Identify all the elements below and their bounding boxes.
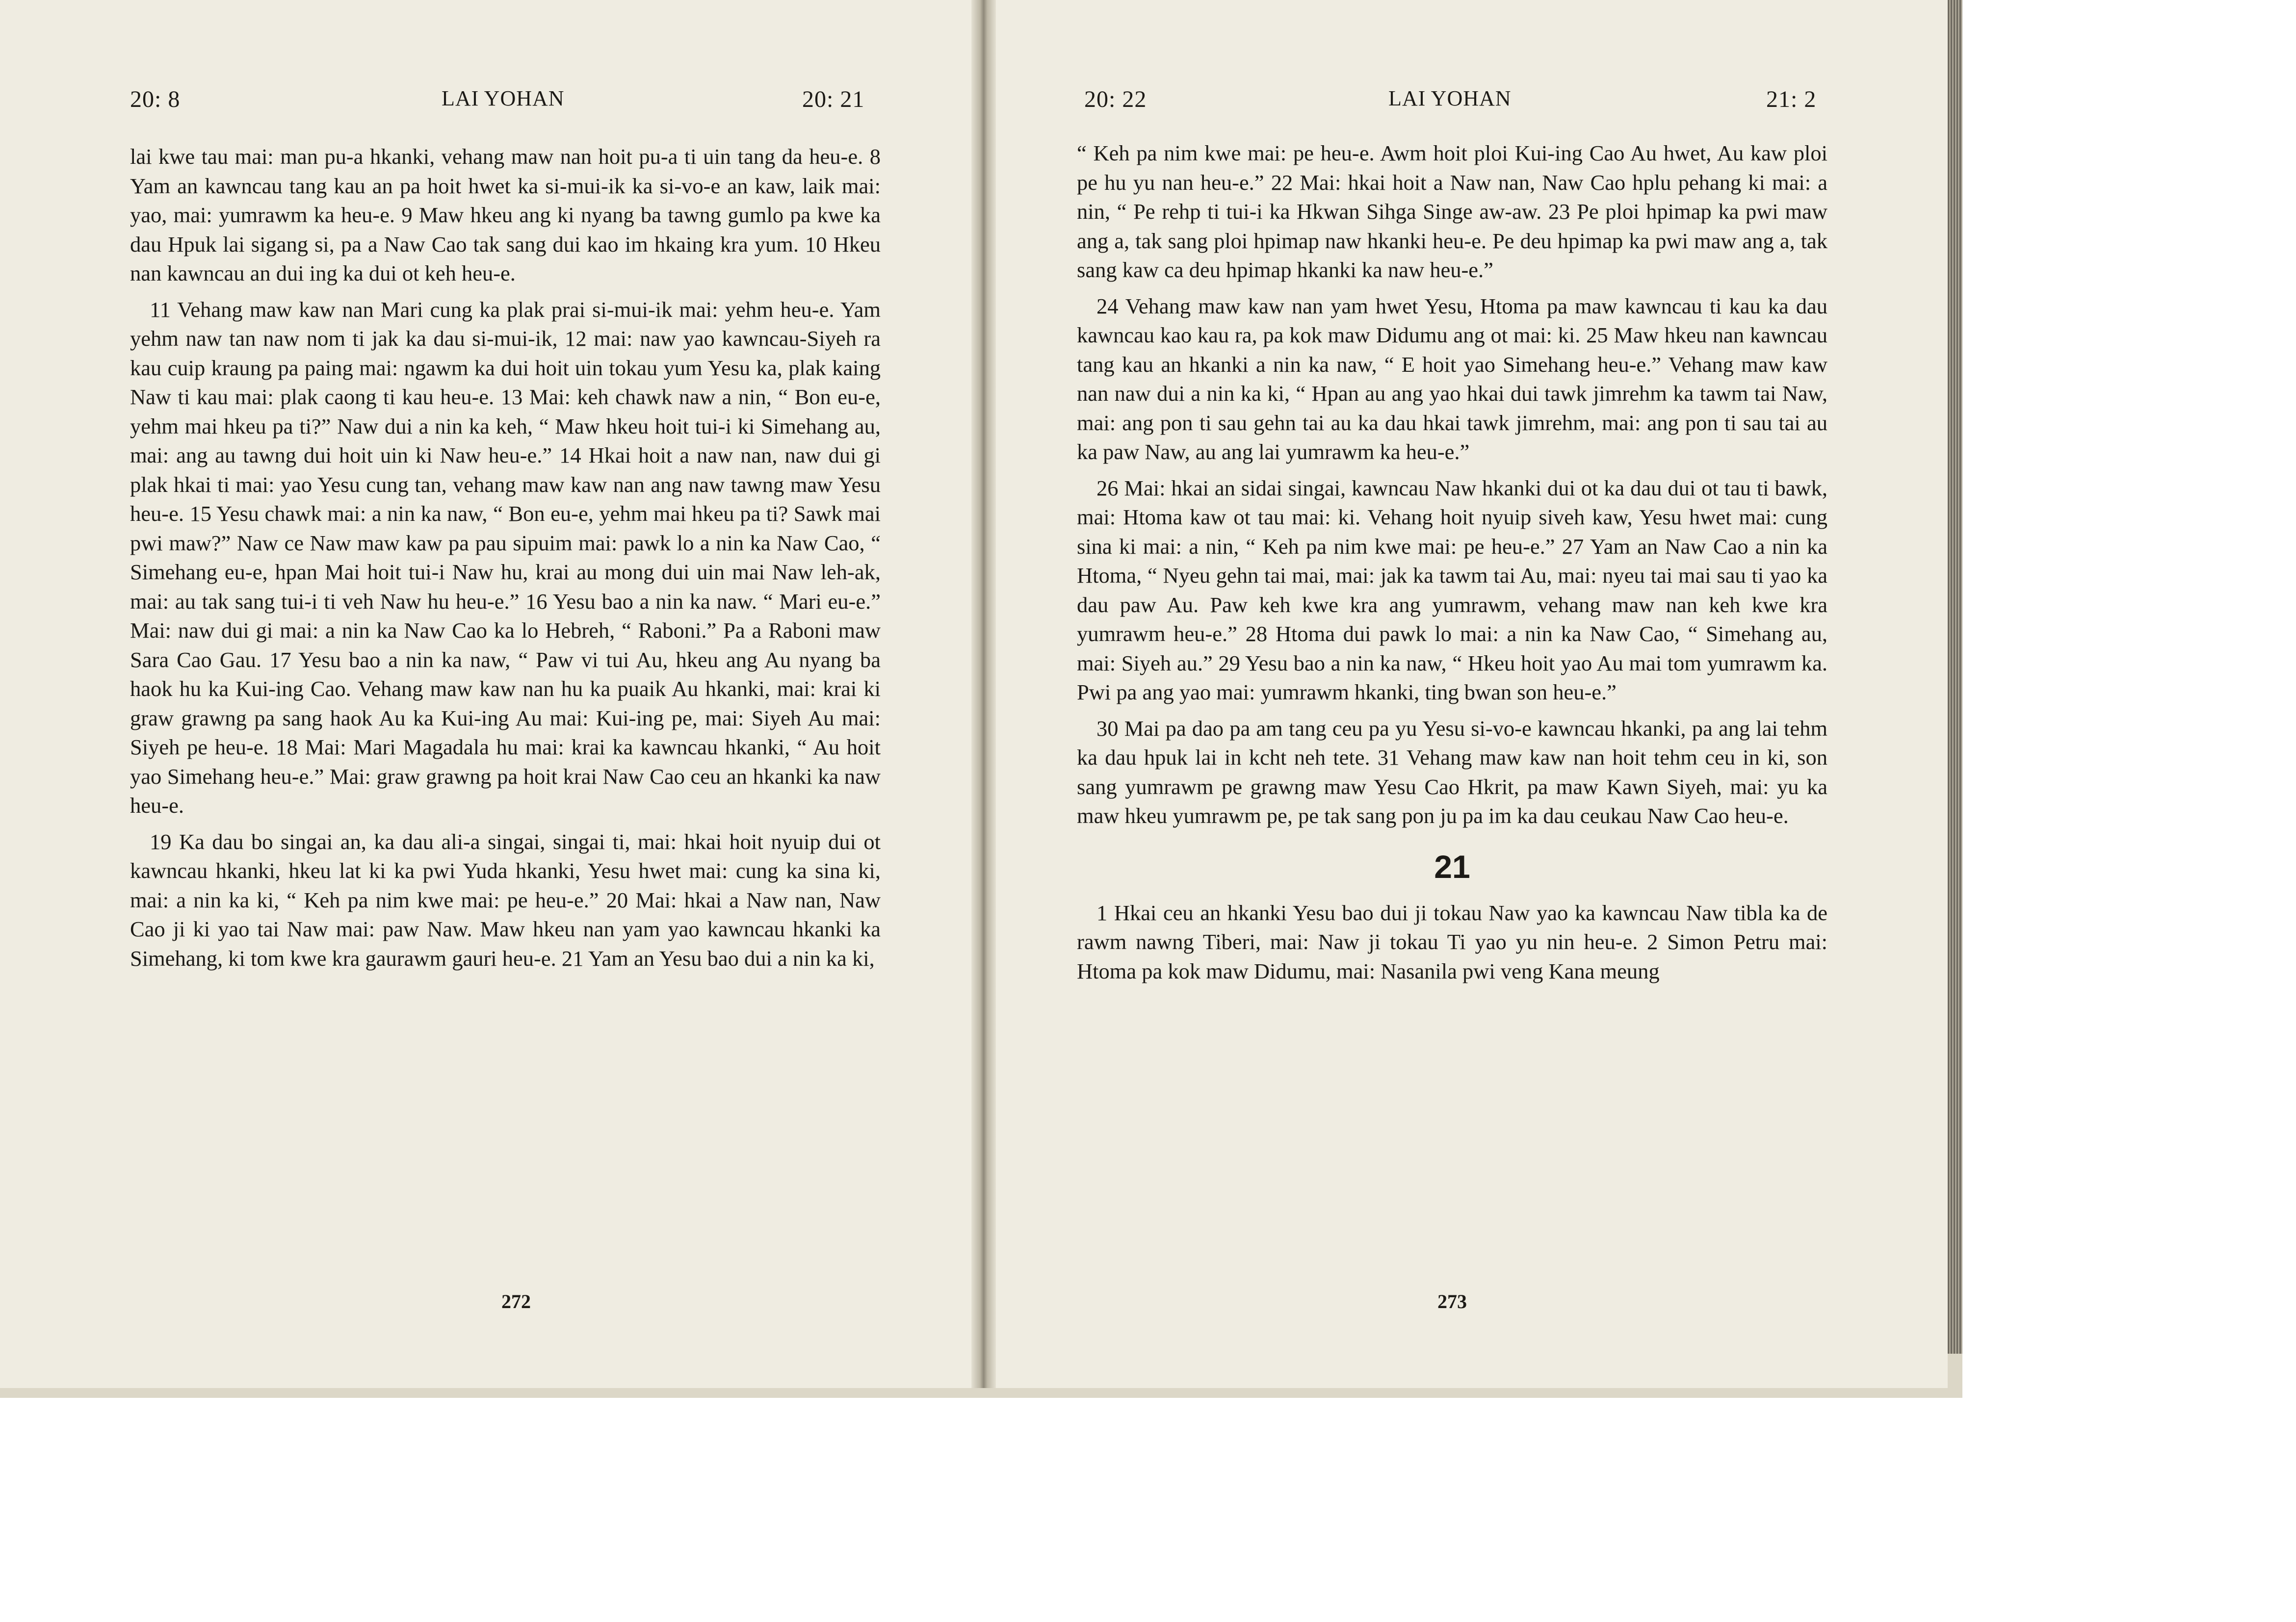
paragraph: 30 Mai pa dao pa am tang ceu pa yu Yesu si-vo-e kawncau hkanki, pa ang lai tehm ka dau hpuk lai in kcht neh tete. 31 Vehang maw kaw nan hoit tehm ceu in ki, son sang yumrawm pe grawng maw Yesu Cao Hkrit, pa maw Kawn Siyeh, mai: yu ka maw hkeu yumrawm pe, pe tak sang pon ju pa im ka dau ceukau Naw Cao heu-e. <box>1077 716 1827 828</box>
left-page-verse-range-end: 20: 21 <box>802 86 865 112</box>
left-page-verse-range-start: 20: 8 <box>130 86 181 112</box>
paragraph: 24 Vehang maw kaw nan yam hwet Yesu, Htoma pa maw kawncau ti kau ka dau kawncau kao kau ra, pa kok maw Didumu ang ot mai: ki. 25 Maw hkeu nan kawncau tang kau an hkanki a nin ka naw, “ E hoit yao Simehang heu-e.” Vehang maw kaw nan naw dui a nin ka ki, “ Hpan au ang yao hkai dui tawk jimrehm ka tawm tai Naw, mai: ang pon ti sau gehn tai au ka dau hkai tawk jimrehm, mai: ang pon ti sau tai au ka paw Naw, au ang lai yumrawm ka heu-e.” <box>1077 293 1827 464</box>
book-gutter <box>971 0 996 1388</box>
paragraph: 26 Mai: hkai an sidai singai, kawncau Naw hkanki dui ot ka dau dui ot tau ti bawk, mai: Htoma kaw ot tau mai: ki. Vehang hoit nyuip siveh kaw, Yesu hwet mai: cung sina ki mai: a nin, “ Keh pa nim kwe mai: pe heu-e.” 27 Yam an Naw Cao a nin ka Htoma, “ Nyeu gehn tai mai, mai: jak ka tawm tai Au, mai: nyeu tai mai sau ti yao ka dau paw Au. Paw keh kwe kra ang yumrawm, vehang maw nan keh kwe kra yumrawm heu-e.” 28 Htoma dui pawk lo mai: a nin ka Naw Cao, “ Simehang au, mai: Siyeh au.” 29 Yesu bao a nin ka naw, “ Hkeu hoit yao Au mai tom yumrawm ka. Pwi pa ang yao mai: yumrawm hkanki, ting bwan son heu-e.” <box>1077 475 1827 704</box>
chapter-heading: 21 <box>1434 848 1470 885</box>
paragraph: 19 Ka dau bo singai an, ka dau ali-a singai, singai ti, mai: hkai hoit nyuip dui ot kawncau hkanki, hkeu lat ki ka pwi Yuda hkanki, Yesu hwet mai: cung ka sina ki, mai: a nin ka ki, “ Keh pa nim kwe mai: pe heu-e.” 20 Mai: hkai a Naw nan, Naw Cao ji ki yao tai Naw mai: paw Naw. Maw hkeu nan yam yao kawncau hkanki ka Simehang, ki tom kwe kra gaurawm gauri heu-e. 21 Yam an Yesu bao dui a nin ka ki, <box>130 829 881 971</box>
right-page-number: 273 <box>1437 1290 1467 1313</box>
paragraph: 1 Hkai ceu an hkanki Yesu bao dui ji tokau Naw yao ka kawncau Naw tibla ka de rawm nawng Tiberi, mai: Naw ji tokau Ti yao yu nin heu-e. 2 Simon Petru mai: Htoma pa kok maw Didumu, mai: Nasanila pwi veng Kana meung <box>1077 900 1827 983</box>
right-page-verse-range-start: 20: 22 <box>1084 86 1147 112</box>
left-page-number: 272 <box>501 1290 531 1313</box>
paragraph: “ Keh pa nim kwe mai: pe heu-e. Awm hoit ploi Kui-ing Cao Au hwet, Au kaw ploi pe hu yu nan heu-e.” 22 Mai: hkai hoit a Naw nan, Naw Cao hplu pehang ki mai: a nin, “ Pe rehp ti tui-i ka Hkwan Sihga Singe aw-aw. 23 Pe ploi hpimap ka pwi maw ang a, tak sang ploi hpimap naw hkanki heu-e. Pe deu hpimap ka pwi maw ang a, tak sang kaw ca deu hpimap hkanki ka naw heu-e.” <box>1077 141 1827 282</box>
right-page-verse-range-end: 21: 2 <box>1766 86 1817 112</box>
right-page-running-head: LAI YOHAN <box>1388 86 1512 110</box>
left-page <box>0 0 971 1388</box>
paragraph: 11 Vehang maw kaw nan Mari cung ka plak prai si-mui-ik mai: yehm heu-e. Yam yehm naw tan naw nom ti jak ka dau si-mui-ik, 12 mai: naw yao kawncau-Siyeh ra kau cuip kraung pa paing mai: ngawm ka dui hoit uin tokau yum Yesu ka, plak kaing Naw ti kau mai: plak caong ti kau heu-e. 13 Mai: keh chawk naw a nin, “ Bon eu-e, yehm mai hkeu pa ti?” Naw dui a nin ka keh, “ Maw hkeu hoit tui-i ki Simehang au, mai: ang au tawng dui hoit uin ki Naw heu-e.” 14 Hkai hoit a naw nan, naw dui gi plak hkai ti mai: yao Yesu cung tan, vehang maw kaw nan ang naw tawng maw Yesu heu-e. 15 Yesu chawk mai: a nin ka naw, “ Bon eu-e, yehm mai hkeu pa ti? Sawk mai pwi maw?” Naw ce Naw maw kaw pa pau sipuim mai: pawk lo a nin ka Naw Cao, “ Simehang eu-e, hpan Mai hoit tui-i Naw hu, krai au mong dui uin mai Naw leh-ak, mai: au tak sang tui-i ti veh Naw hu heu-e.” 16 Yesu bao a nin ka naw. “ Mari eu-e.” Mai: naw dui gi mai: a nin ka Naw Cao ka lo Hebreh, “ Raboni.” Pa a Raboni maw Sara Cao Gau. 17 Yesu bao a nin ka naw, “ Paw vi tui Au, hkeu ang Au nyang ba haok hu ka Kui-ing Cao. Vehang maw kaw nan hu ka puaik Au hkanki, mai: krai ki graw grawng pa sang haok Au ka Kui-ing Au mai: Kui-ing pe, mai: Siyeh Au mai: Siyeh pe heu-e. 18 Mai: Mari Magadala hu mai: krai ka kawncau hkanki, “ Au hoit yao Simehang heu-e.” Mai: graw grawng pa hoit krai Naw Cao ceu an hkanki ka naw heu-e. <box>130 297 881 818</box>
right-page-body <box>1077 139 1827 986</box>
left-page-running-head: LAI YOHAN <box>442 86 565 110</box>
page-edges <box>1948 0 1962 1354</box>
paragraph: lai kwe tau mai: man pu-a hkanki, vehang maw nan hoit pu-a ti uin tang da heu-e. 8 Yam an kawncau tang kau an pa hoit hwet ka si-mui-ik ka si-vo-e an kaw, laik mai: yao, mai: yumrawm ka heu-e. 9 Maw hkeu ang ki nyang ba tawng gumlo pa kwe ka dau Hpuk lai sigang si, pa a Naw Cao tak sang dui kao im hkaing kra yum. 10 Hkeu nan kawncau an dui ing ka dui ot keh heu-e. <box>130 144 881 285</box>
left-page-body <box>130 142 881 973</box>
